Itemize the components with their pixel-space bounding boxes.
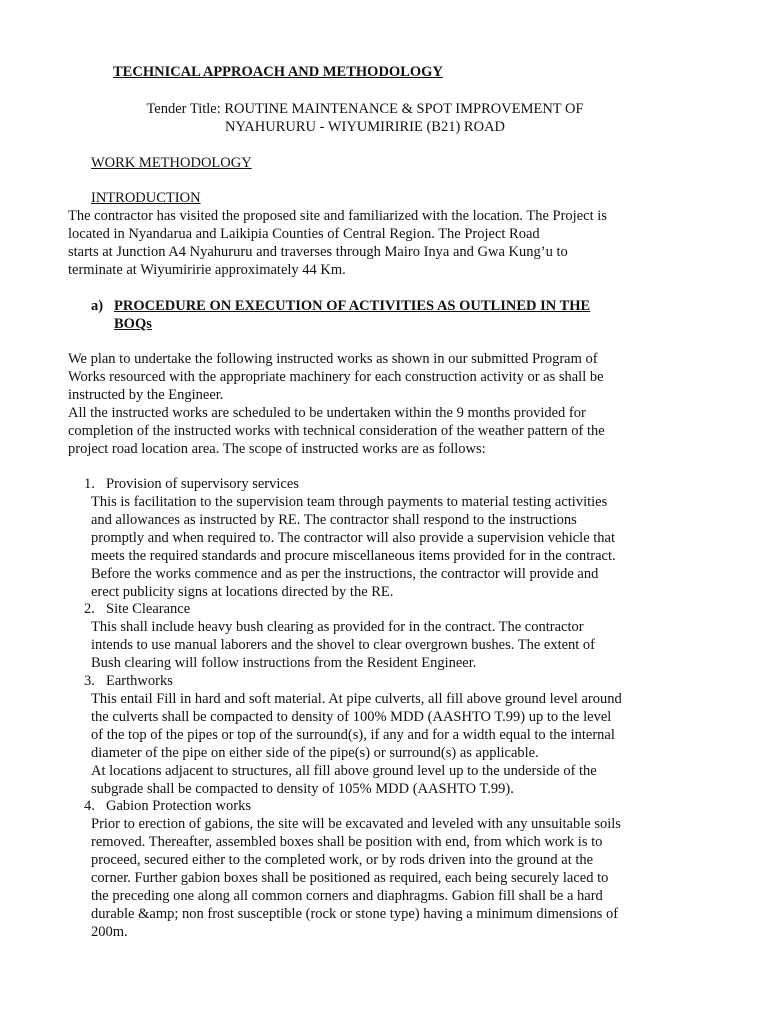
text-line: Prior to erection of gabions, the site will be excavated and leveled with any unsuitable soils bbox=[91, 816, 621, 832]
text-line: All the instructed works are scheduled to be undertaken within the 9 months provided for bbox=[68, 405, 586, 421]
list-item-heading bbox=[84, 797, 251, 815]
text-line: starts at Junction A4 Nyahururu and traverses through Mairo Inya and Gwa Kung’u to bbox=[68, 244, 568, 260]
list-item-number: 4. bbox=[84, 798, 95, 814]
text-line: the preceding one along all common corners and diaphragms. Gabion fill shall be a hard bbox=[91, 888, 603, 904]
text-line: 200m. bbox=[91, 924, 128, 940]
section-a-label: a) bbox=[91, 298, 104, 314]
list-item-number: 2. bbox=[84, 601, 95, 617]
list-item-number: 3. bbox=[84, 673, 95, 689]
list-item-number: 1. bbox=[84, 476, 95, 492]
text-line: project road location area. The scope of instructed works are as follows: bbox=[68, 441, 486, 457]
list-item-body bbox=[91, 815, 671, 941]
list-item-heading bbox=[84, 475, 299, 493]
section-a-title-line-1: PROCEDURE ON EXECUTION OF ACTIVITIES AS OUTLINED IN THE bbox=[114, 298, 591, 314]
text-line: Before the works commence and as per the instructions, the contractor will provide and bbox=[91, 566, 599, 582]
text-line: This shall include heavy bush clearing as provided for in the contract. The contractor bbox=[91, 619, 584, 635]
list-item-body bbox=[91, 493, 671, 601]
text-line: the culverts shall be compacted to density of 100% MDD (AASHTO T.99) up to the level bbox=[91, 709, 612, 725]
list-item-title: Earthworks bbox=[106, 673, 173, 689]
text-line: and allowances as instructed by RE. The contractor shall respond to the instructions bbox=[91, 512, 577, 528]
text-line: erect publicity signs at locations directed by the RE. bbox=[91, 584, 394, 600]
text-line: The contractor has visited the proposed site and familiarized with the location. The Project is bbox=[68, 208, 607, 224]
text-line: subgrade shall be compacted to density of 105% MDD (AASHTO T.99). bbox=[91, 781, 514, 797]
list-item-heading bbox=[84, 672, 173, 690]
tender-title bbox=[0, 100, 730, 136]
list-item-body bbox=[91, 618, 671, 672]
text-line: meets the required standards and procure miscellaneous items provided for in the contract. bbox=[91, 548, 616, 564]
text-line: diameter of the pipe on either side of the pipe(s) or surround(s) as applicable. bbox=[91, 745, 539, 761]
plan-paragraph bbox=[68, 350, 668, 404]
text-line: We plan to undertake the following instructed works as shown in our submitted Program of bbox=[68, 351, 598, 367]
text-line: instructed by the Engineer. bbox=[68, 387, 224, 403]
text-line: completion of the instructed works with technical consideration of the weather pattern of the bbox=[68, 423, 605, 439]
list-item-title: Gabion Protection works bbox=[106, 798, 251, 814]
text-line: of the top of the pipes or top of the surround(s), if any and for a width equal to the internal bbox=[91, 727, 615, 743]
work-methodology-heading: WORK METHODOLOGY bbox=[91, 155, 252, 171]
text-line: terminate at Wiyumiririe approximately 44 Km. bbox=[68, 262, 346, 278]
text-line: At locations adjacent to structures, all fill above ground level up to the underside of the bbox=[91, 763, 597, 779]
introduction-heading: INTRODUCTION bbox=[91, 190, 201, 206]
text-line: Works resourced with the appropriate machinery for each construction activity or as shall be bbox=[68, 369, 604, 385]
tender-title-line-1: Tender Title: ROUTINE MAINTENANCE & SPOT IMPROVEMENT OF bbox=[146, 101, 584, 117]
text-line: corner. Further gabion boxes shall be positioned as required, each being securely laced to bbox=[91, 870, 609, 886]
text-line: This entail Fill in hard and soft material. At pipe culverts, all fill above ground level around bbox=[91, 691, 622, 707]
list-item-title: Provision of supervisory services bbox=[106, 476, 299, 492]
text-line: proceed, secured either to the completed work, or by rods driven into the ground at the bbox=[91, 852, 594, 868]
text-line: This is facilitation to the supervision team through payments to material testing activities bbox=[91, 494, 608, 510]
text-line: intends to use manual laborers and the shovel to clear overgrown bushes. The extent of bbox=[91, 637, 596, 653]
document-title: TECHNICAL APPROACH AND METHODOLOGY bbox=[113, 64, 443, 80]
tender-title-line-2: NYAHURURU - WIYUMIRIRIE (B21) ROAD bbox=[224, 119, 506, 135]
introduction-paragraph bbox=[68, 207, 668, 279]
text-line: Bush clearing will follow instructions from the Resident Engineer. bbox=[91, 655, 477, 671]
list-item-heading bbox=[84, 600, 190, 618]
text-line: promptly and when required to. The contractor will also provide a supervision vehicle that bbox=[91, 530, 616, 546]
text-line: durable &amp; non frost susceptible (rock or stone type) having a minimum dimensions of bbox=[91, 906, 619, 922]
text-line: removed. Thereafter, assembled boxes shall be position with end, from which work is to bbox=[91, 834, 603, 850]
text-line: located in Nyandarua and Laikipia Counties of Central Region. The Project Road bbox=[68, 226, 540, 242]
list-item-body bbox=[91, 690, 671, 798]
list-item-title: Site Clearance bbox=[106, 601, 191, 617]
schedule-paragraph bbox=[68, 404, 668, 458]
section-a-title-line-2: BOQs bbox=[114, 316, 152, 332]
